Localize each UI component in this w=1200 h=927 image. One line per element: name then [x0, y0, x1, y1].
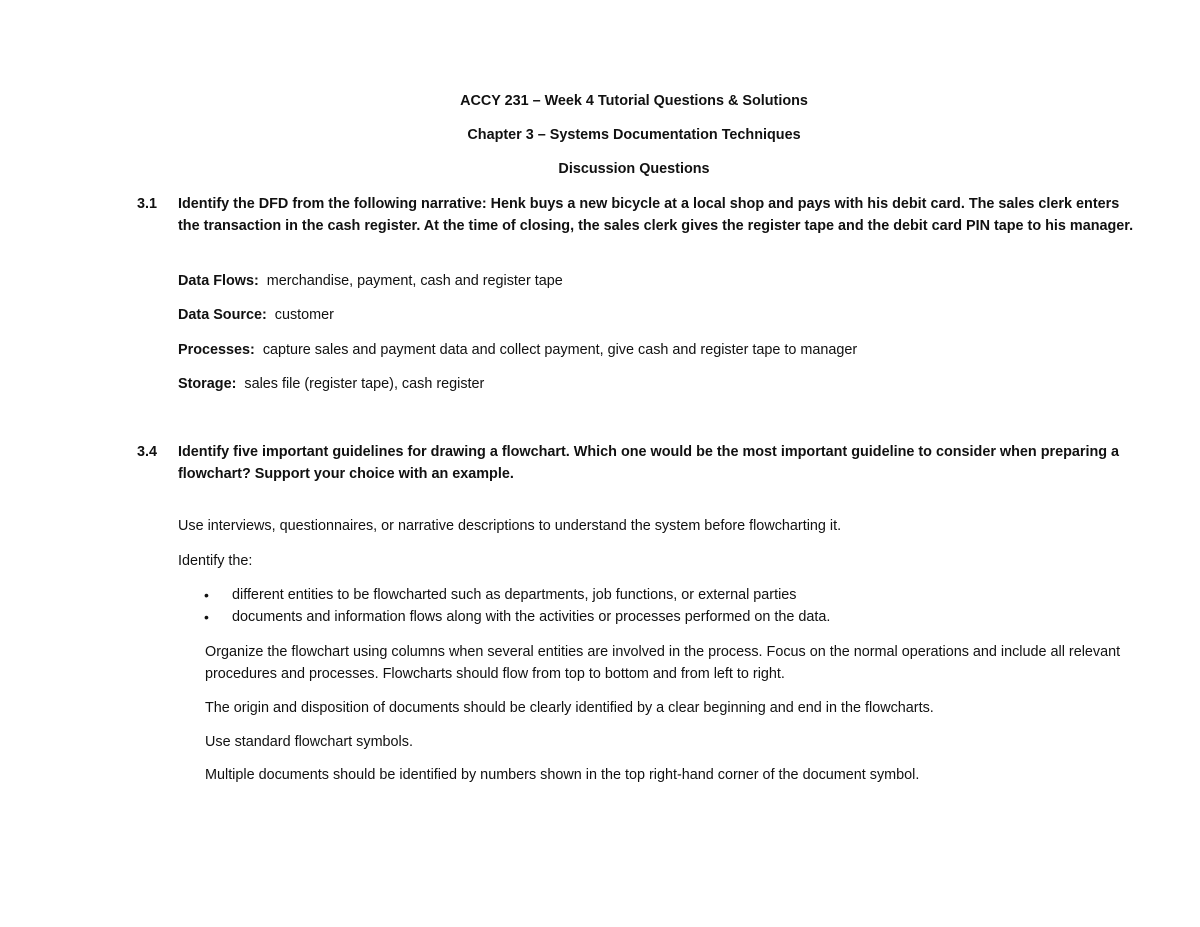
guideline-paragraph: Organize the flowchart using columns when several entities are involved in the process. Focus on the normal operations and include all relevant procedures and processes. Flowcharts should flow from top to bottom and from left to right.: [205, 644, 1121, 682]
question-text: Identify the DFD from the following narrative: Henk buys a new bicycle at a local shop and pays with his debit card. The sales clerk enters the transaction in the cash register. At the time of closing, the sales clerk gives the register tape and the debit card PIN tape to his manager.: [178, 196, 1134, 234]
answer-label: Processes:: [178, 342, 255, 358]
answer-processes: [178, 342, 857, 358]
answer-data-source: [178, 307, 334, 323]
answer-data-flows: [178, 273, 563, 289]
answer-label: Storage:: [178, 376, 237, 392]
section-title: Discussion Questions: [558, 161, 710, 177]
answer-value: capture sales and payment data and collect payment, give cash and register tape to manager: [262, 342, 858, 358]
guideline-paragraph: The origin and disposition of documents should be clearly identified by a clear beginning and end in the flowcharts.: [205, 700, 934, 716]
answer-value: customer: [274, 307, 334, 323]
bullet-icon: •: [204, 587, 209, 603]
answer-storage: [178, 376, 484, 392]
list-item: documents and information flows along with the activities or processes performed on the data.: [232, 609, 831, 625]
answer-value: merchandise, payment, cash and register tape: [266, 273, 563, 289]
guideline-paragraph: Multiple documents should be identified by numbers shown in the top right-hand corner of the document symbol.: [205, 767, 920, 783]
question-text: Identify five important guidelines for drawing a flowchart. Which one would be the most important guideline to consider when preparing a flowchart? Support your choice with an example.: [178, 444, 1120, 482]
list-item: different entities to be flowcharted such as departments, job functions, or external parties: [232, 587, 797, 603]
chapter-title: Chapter 3 – Systems Documentation Techniques: [467, 127, 801, 143]
question-number: 3.4: [137, 444, 158, 460]
answer-label: Data Source:: [178, 307, 267, 323]
answer-label: Data Flows:: [178, 273, 259, 289]
bullet-icon: •: [204, 609, 209, 625]
guideline-paragraph: Use standard flowchart symbols.: [205, 734, 413, 750]
answer-value: sales file (register tape), cash register: [244, 376, 485, 392]
intro-paragraph: Use interviews, questionnaires, or narrative descriptions to understand the system before flowcharting it.: [178, 518, 842, 534]
course-title: ACCY 231 – Week 4 Tutorial Questions & Solutions: [460, 93, 808, 109]
question-number: 3.1: [137, 196, 158, 212]
identify-label: Identify the:: [178, 553, 253, 569]
